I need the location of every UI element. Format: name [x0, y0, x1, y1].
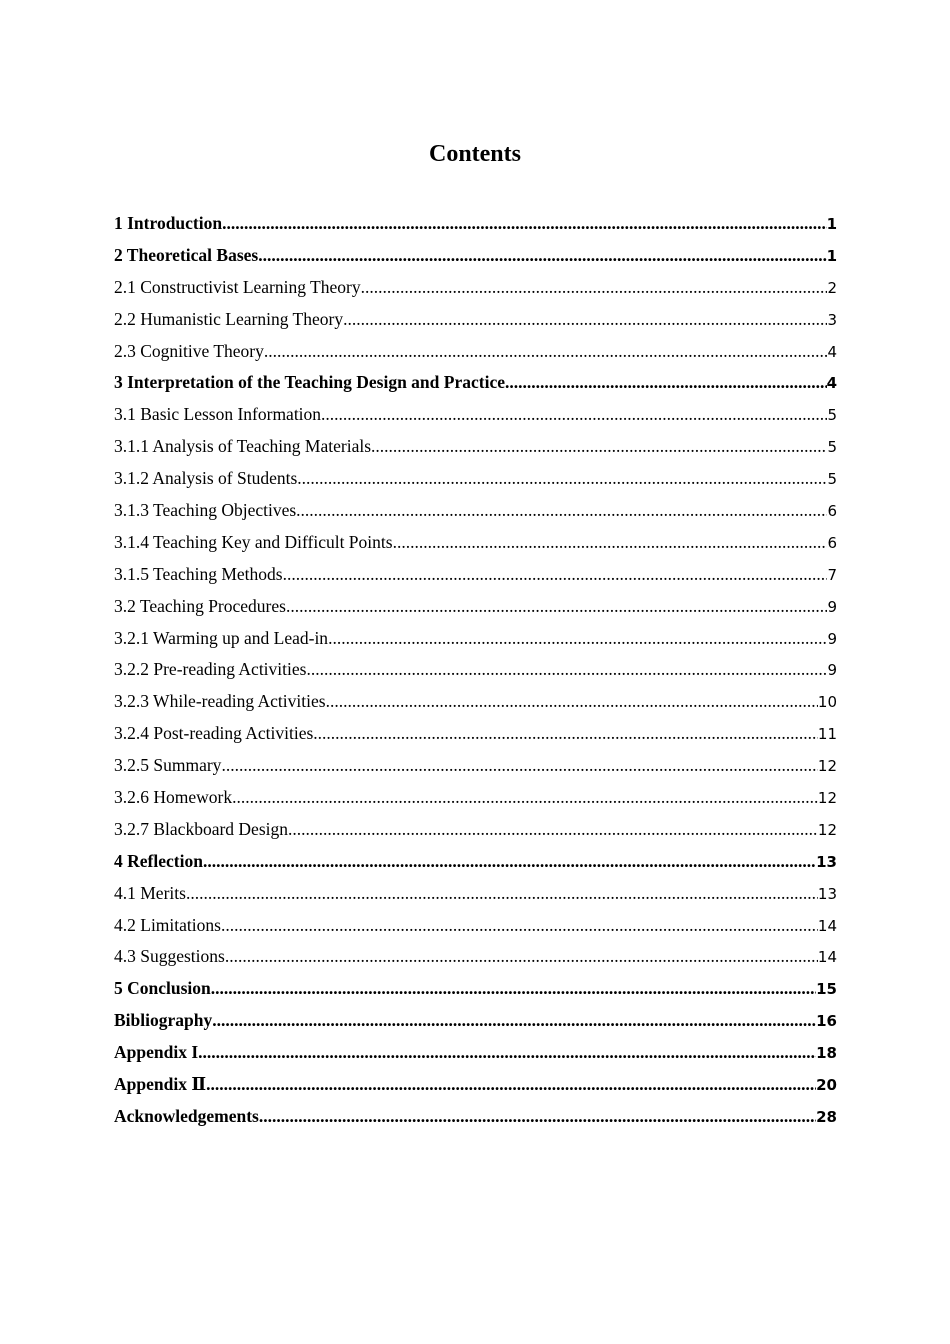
toc-entry[interactable]: [114, 654, 837, 686]
toc-entry-page: 10: [817, 693, 837, 712]
toc-entry[interactable]: [114, 973, 837, 1005]
toc-entry-title: 3.1.3 Teaching Objectives: [114, 500, 297, 521]
toc-entry-page: 3: [827, 310, 837, 329]
toc-entry[interactable]: [114, 750, 837, 782]
toc-entry-title: Acknowledgements: [114, 1105, 259, 1126]
toc-entry[interactable]: [114, 527, 837, 559]
toc-entry[interactable]: [114, 336, 837, 368]
toc-entry-title: 2.3 Cognitive Theory: [114, 340, 264, 361]
toc-entry-title: 3.2.3 While-reading Activities: [114, 691, 326, 712]
toc-entry[interactable]: [114, 240, 837, 272]
toc-entry-title: 3.1 Basic Lesson Information: [114, 404, 322, 425]
toc-entry-page: 15: [816, 980, 837, 999]
toc-entry[interactable]: [114, 591, 837, 623]
toc-entry-title: 3.2.7 Blackboard Design: [114, 818, 288, 839]
toc-entry-page: 9: [827, 661, 837, 680]
toc-entry-page: 14: [817, 948, 837, 967]
toc-entry-page: 1: [826, 215, 837, 233]
toc-entry[interactable]: [114, 814, 837, 846]
toc-entry-page: 9: [827, 629, 837, 648]
toc-entry-title: 2.2 Humanistic Learning Theory: [114, 308, 344, 329]
toc-entry-title: 4.1 Merits: [114, 882, 186, 903]
toc-leader-dots: [288, 814, 818, 846]
toc-entry[interactable]: [114, 878, 837, 910]
toc-entry-page: 11: [817, 725, 837, 744]
toc-leader-dots: [326, 686, 818, 718]
toc-entry-title: 3.2.1 Warming up and Lead-in: [114, 627, 329, 648]
toc-leader-dots: [259, 1101, 816, 1133]
toc-entry-page: 20: [816, 1076, 837, 1095]
toc-entry-title: 4.3 Suggestions: [114, 946, 225, 967]
toc-leader-dots: [283, 559, 828, 591]
toc-entry-page: 4: [827, 342, 837, 361]
toc-entry-page: 1: [826, 246, 837, 265]
toc-entry-page: 6: [827, 502, 837, 521]
toc-leader-dots: [321, 399, 827, 431]
toc-leader-dots: [505, 367, 827, 399]
toc-entry-title: 2.1 Constructivist Learning Theory: [114, 276, 361, 297]
toc-entry[interactable]: [114, 1037, 837, 1069]
toc-entry-page: 12: [817, 820, 837, 839]
toc-entry-title: 3.1.1 Analysis of Teaching Materials: [114, 436, 372, 457]
toc-entry[interactable]: [114, 782, 837, 814]
toc-leader-dots: [198, 1037, 816, 1069]
toc-leader-dots: [225, 941, 818, 973]
toc-entry-page: 4: [826, 374, 837, 393]
toc-entry-title: 3.1.4 Teaching Key and Difficult Points: [114, 531, 393, 552]
toc-leader-dots: [206, 1069, 816, 1101]
toc-leader-dots: [222, 208, 826, 240]
toc-entry-title: 4 Reflection: [114, 850, 203, 871]
toc-entry[interactable]: [114, 272, 837, 304]
toc-entry-page: 28: [816, 1107, 837, 1126]
toc-leader-dots: [393, 527, 828, 559]
toc-leader-dots: [212, 1005, 816, 1037]
toc-entry[interactable]: [114, 431, 837, 463]
toc-entry[interactable]: [114, 1005, 837, 1037]
toc-entry-title: 3.1.5 Teaching Methods: [114, 563, 283, 584]
toc-entry-title: 3.2.2 Pre-reading Activities: [114, 659, 307, 680]
toc-entry[interactable]: [114, 623, 837, 655]
toc-entry-title: 3.1.2 Analysis of Students: [114, 468, 298, 489]
toc-entry[interactable]: [114, 686, 837, 718]
toc-leader-dots: [286, 591, 828, 623]
toc-leader-dots: [371, 431, 827, 463]
toc-leader-dots: [296, 495, 827, 527]
toc-entry-title: 3 Interpretation of the Teaching Design and Practice: [114, 372, 505, 393]
toc-entry-page: 14: [817, 916, 837, 935]
toc-leader-dots: [258, 240, 826, 272]
toc-leader-dots: [203, 846, 816, 878]
toc-entry[interactable]: [114, 495, 837, 527]
toc-entry-title: 1 Introduction: [114, 213, 223, 233]
toc-entry-page: 12: [817, 757, 837, 776]
toc-leader-dots: [313, 718, 818, 750]
toc-leader-dots: [221, 750, 817, 782]
toc-leader-dots: [361, 272, 828, 304]
toc-leader-dots: [211, 973, 816, 1005]
toc-entry[interactable]: [114, 399, 837, 431]
toc-entry-page: 13: [816, 852, 837, 871]
toc-entry[interactable]: [114, 718, 837, 750]
toc-entry-page: 13: [817, 884, 837, 903]
toc-entry-page: 16: [816, 1012, 837, 1031]
toc-entry[interactable]: [114, 910, 837, 942]
toc-entry-page: 12: [817, 789, 837, 808]
toc-entry-page: 18: [816, 1044, 837, 1063]
toc-entry-page: 5: [827, 406, 837, 425]
toc-entry[interactable]: [114, 1101, 837, 1133]
toc-entry-page: 5: [827, 438, 837, 457]
toc-entry-title: 5 Conclusion: [114, 978, 211, 999]
table-of-contents: [114, 208, 837, 1133]
toc-entry-title: 2 Theoretical Bases: [114, 244, 259, 265]
toc-leader-dots: [186, 878, 818, 910]
toc-entry-title: Appendix Ⅱ: [114, 1074, 207, 1095]
toc-entry[interactable]: [114, 941, 837, 973]
toc-leader-dots: [343, 304, 827, 336]
toc-entry[interactable]: [114, 304, 837, 336]
toc-entry-title: 3.2.6 Homework: [114, 787, 233, 808]
toc-entry[interactable]: [114, 846, 837, 878]
page-title: Contents: [428, 141, 521, 167]
toc-leader-dots: [264, 336, 828, 368]
toc-entry[interactable]: [114, 463, 837, 495]
toc-leader-dots: [328, 623, 827, 655]
toc-entry-title: 3.2.4 Post-reading Activities: [114, 723, 314, 744]
toc-leader-dots: [306, 654, 827, 686]
toc-leader-dots: [232, 782, 818, 814]
toc-entry-page: 7: [827, 565, 837, 584]
toc-entry-title: 3.2 Teaching Procedures: [114, 595, 286, 616]
toc-leader-dots: [221, 910, 818, 942]
toc-entry[interactable]: [114, 208, 837, 240]
toc-entry-page: 9: [827, 597, 837, 616]
toc-entry-title: Appendix I: [114, 1042, 199, 1063]
toc-leader-dots: [297, 463, 827, 495]
toc-entry[interactable]: [114, 559, 837, 591]
toc-entry-page: 6: [827, 533, 837, 552]
toc-entry-page: 5: [827, 470, 837, 489]
toc-entry[interactable]: [114, 1069, 837, 1101]
toc-entry-title: Bibliography: [114, 1010, 213, 1031]
toc-entry-title: 4.2 Limitations: [114, 914, 221, 935]
toc-entry-page: 2: [827, 278, 837, 297]
toc-entry-title: 3.2.5 Summary: [114, 755, 222, 776]
toc-entry[interactable]: [114, 367, 837, 399]
